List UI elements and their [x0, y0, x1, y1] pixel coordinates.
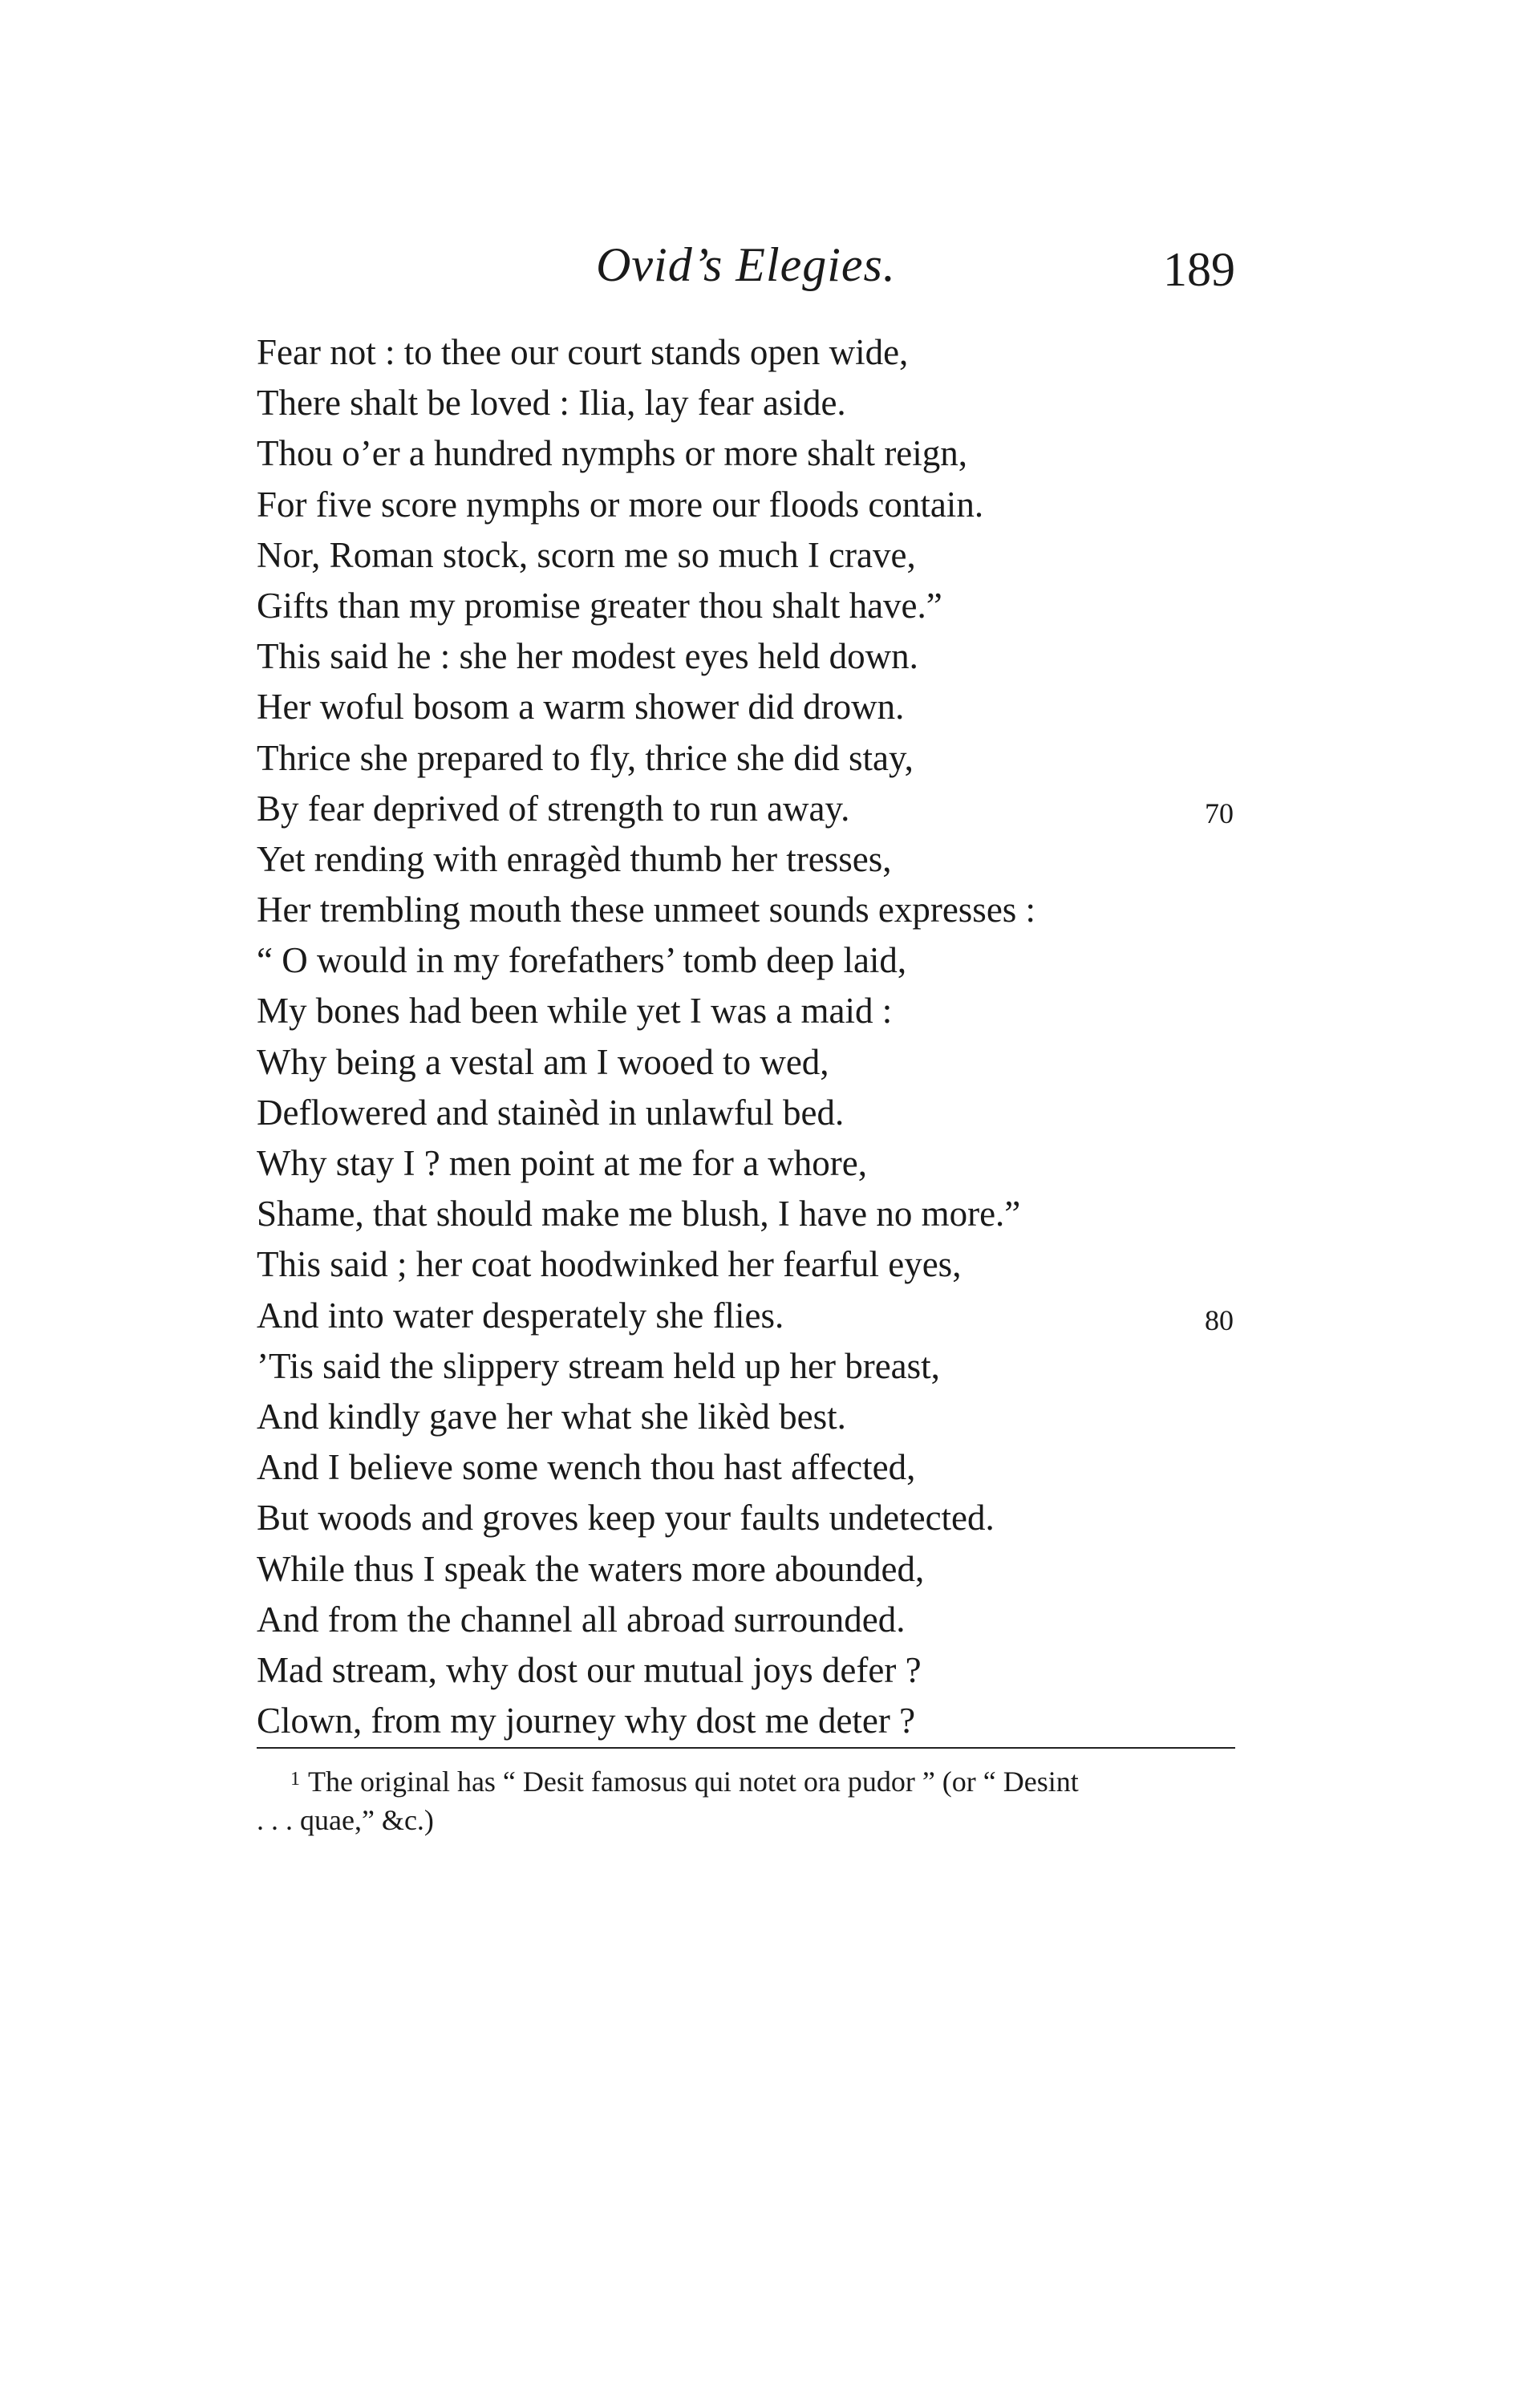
- poem-line: [257, 1392, 1235, 1442]
- poem-line: [257, 1138, 1235, 1189]
- poem-line: [257, 1189, 1235, 1239]
- poem-line: [257, 1037, 1235, 1088]
- poem-line: [257, 1544, 1235, 1595]
- poem-line: [257, 428, 1235, 479]
- poem-line-text: Yet rending with enragèd thumb her tresses,: [257, 838, 892, 879]
- poem-line-text: Shame, that should make me blush, I have no more.”: [257, 1194, 1021, 1234]
- poem-line-text: Why being a vestal am I wooed to wed,: [257, 1041, 829, 1082]
- poem-line: [257, 1696, 1235, 1746]
- poem-line: [257, 986, 1235, 1036]
- poem-line: [257, 733, 1235, 784]
- poem-line-text: Nor, Roman stock, scorn me so much I crave,: [257, 534, 916, 575]
- poem-line-text: Clown, from my journey why dost me deter ?: [257, 1701, 916, 1741]
- poem-line-text: And kindly gave her what she likèd best.: [257, 1396, 846, 1437]
- poem-line: [257, 1493, 1235, 1543]
- poem-line-text: There shalt be loved : Ilia, lay fear aside.: [257, 383, 846, 424]
- poem-line-text: Gifts than my promise greater thou shalt have.”: [257, 585, 942, 626]
- poem-line: [257, 581, 1235, 631]
- poem-line-text: “ O would in my forefathers’ tomb deep laid,: [257, 940, 907, 981]
- poem-line: [257, 1088, 1235, 1138]
- footnote-line-2: [257, 1801, 1235, 1839]
- footnote-text-1: The original has “ Desit famosus qui notet ora pudor ” (or “ Desint: [308, 1766, 1079, 1798]
- poem-line: [257, 1645, 1235, 1696]
- footnote: [257, 1760, 1235, 1839]
- poem-line: [257, 834, 1235, 885]
- poem-line: [257, 378, 1235, 428]
- poem-line-text: And from the channel all abroad surrounded.: [257, 1599, 906, 1640]
- poem-line: [257, 480, 1235, 530]
- poem-line-text: This said he : she her modest eyes held down.: [257, 636, 918, 677]
- footnote-divider: [257, 1747, 1235, 1749]
- footnote-text-2: . . . quae,” &c.): [257, 1804, 434, 1836]
- poem-line-text: My bones had been while yet I was a maid :: [257, 991, 893, 1032]
- poem-line: [257, 1239, 1235, 1290]
- poem-line-text: Deflowered and stainèd in unlawful bed.: [257, 1092, 845, 1133]
- poem-line-text: And into water desperately she flies.: [257, 1295, 784, 1336]
- poem-line-text: Fear not : to thee our court stands open wide,: [257, 332, 909, 372]
- poem-line-text: Thou o’er a hundred nymphs or more shalt reign,: [257, 433, 968, 474]
- footnote-line-1: [257, 1760, 1235, 1801]
- line-number: 80: [1205, 1303, 1234, 1336]
- poem-line-text: While thus I speak the waters more abounded,: [257, 1548, 925, 1589]
- poem-line-text: This said ; her coat hoodwinked her fearful eyes,: [257, 1244, 962, 1285]
- poem-line-text: For five score nymphs or more our floods contain.: [257, 484, 984, 525]
- poem-line: [257, 327, 1235, 378]
- poem-line: [257, 784, 1235, 834]
- poem-line-text: ’Tis said the slippery stream held up her breast,: [257, 1345, 940, 1386]
- page-header: [257, 233, 1235, 297]
- poem-line-text: Her trembling mouth these unmeet sounds expresses :: [257, 890, 1036, 930]
- poem-line-text: Mad stream, why dost our mutual joys defer ?: [257, 1649, 922, 1690]
- poem-text: [257, 327, 1235, 1746]
- poem-line: [257, 682, 1235, 732]
- poem-line-text: Thrice she prepared to fly, thrice she did stay,: [257, 737, 914, 778]
- page-number: 189: [1163, 243, 1235, 296]
- poem-line: [257, 1595, 1235, 1645]
- poem-line-text: And I believe some wench thou hast affected,: [257, 1447, 916, 1488]
- poem-line: [257, 631, 1235, 682]
- poem-line: [257, 885, 1235, 935]
- poem-line-text: Why stay I ? men point at me for a whore,: [257, 1143, 868, 1183]
- poem-line: [257, 530, 1235, 581]
- poem-line: [257, 1291, 1235, 1341]
- poem-line: [257, 1341, 1235, 1392]
- poem-line-text: By fear deprived of strength to run away.: [257, 788, 850, 829]
- poem-line-text: But woods and groves keep your faults undetected.: [257, 1498, 995, 1539]
- poem-line: [257, 935, 1235, 986]
- line-number: 70: [1205, 797, 1234, 829]
- running-title: Ovid’s Elegies.: [596, 238, 896, 291]
- poem-line: [257, 1442, 1235, 1493]
- poem-line-text: Her woful bosom a warm shower did drown.: [257, 687, 905, 728]
- footnote-marker: 1: [290, 1769, 300, 1790]
